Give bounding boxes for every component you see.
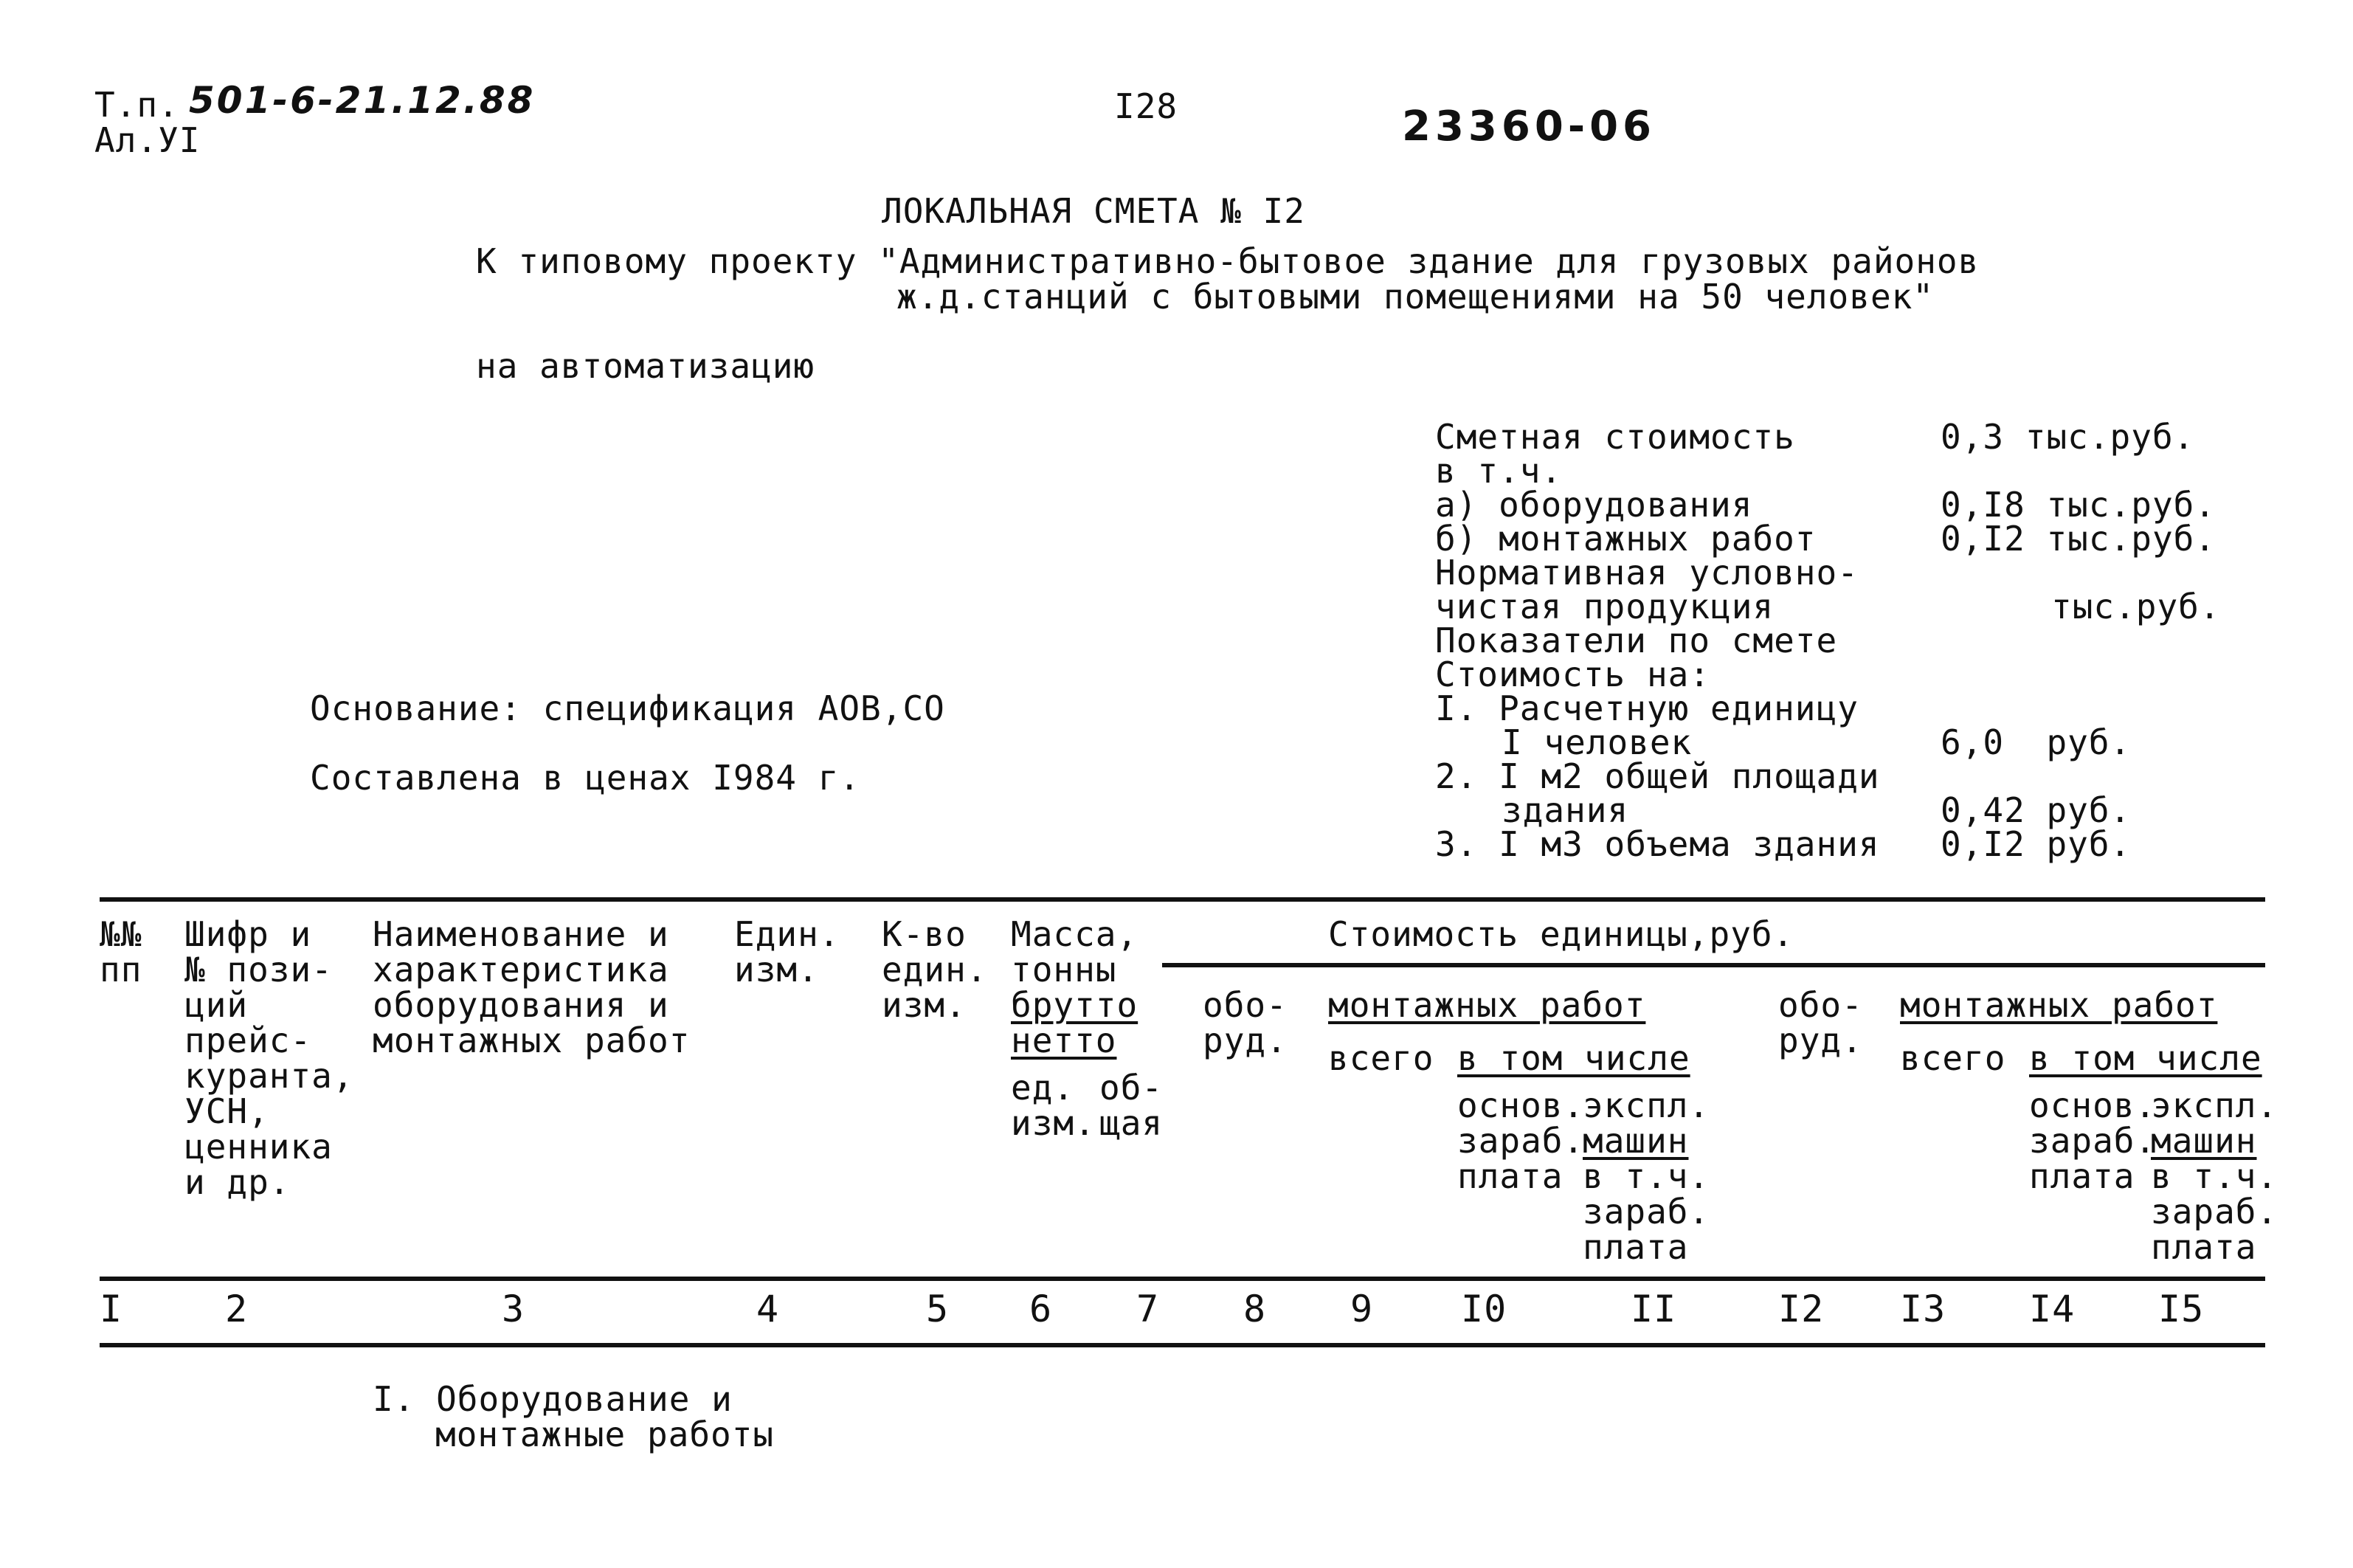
normative-value: тыс.руб.: [2051, 587, 2221, 626]
col-mass-brutto: брутто: [1011, 985, 1139, 1025]
equipment-header-2: обо- руд.: [1778, 985, 1863, 1060]
col-mass-total: об- щая: [1099, 1068, 1164, 1143]
unit1-label-1: I. Расчетную единицу: [1435, 688, 1859, 728]
col-unit-header: Един. изм.: [734, 914, 840, 990]
col-quantity-header: К-во един. изм.: [882, 914, 988, 1025]
section-title-line2: монтажные работы: [435, 1415, 775, 1454]
cost-per-label: Стоимость на:: [1435, 655, 1711, 694]
column-number: I3: [1900, 1288, 1946, 1330]
including-label: в т.ч.: [1435, 451, 1563, 491]
column-number: 7: [1136, 1288, 1160, 1330]
unit1-label-2: I человек: [1502, 722, 1693, 762]
unit3-label: 3. I м3 объема здания: [1435, 824, 1880, 864]
estimated-cost-value: 0,3 тыс.руб.: [1941, 417, 2195, 457]
unit-cost-group-header: Стоимость единицы,руб.: [1328, 914, 1794, 954]
col-mass-per-unit: ед. изм.: [1011, 1068, 1096, 1143]
column-number: 5: [926, 1288, 950, 1330]
machine-header-2c: в т.ч. зараб. плата: [2151, 1156, 2278, 1267]
column-numbers-rule: [100, 1343, 2265, 1347]
estimated-cost-label: Сметная стоимость: [1435, 417, 1795, 457]
unit2-value: 0,42 руб.: [1941, 790, 2132, 830]
indicators-label: Показатели по смете: [1435, 621, 1838, 660]
equipment-value: 0,I8 тыс.руб.: [1941, 485, 2216, 525]
equipment-header-1: обо- руд.: [1203, 985, 1288, 1060]
column-number: II: [1631, 1288, 1677, 1330]
installation-value: 0,I2 тыс.руб.: [1941, 519, 2216, 559]
including-header-1: в том числе: [1457, 1038, 1690, 1078]
basic-wage-header-2: основ. зараб. плата: [2029, 1085, 2157, 1196]
column-number: I4: [2029, 1288, 2076, 1330]
col-name-header: Наименование и характеристика оборудования и монтажных работ: [373, 914, 691, 1060]
section-title-line1: I. Оборудование и: [373, 1379, 733, 1419]
column-number: 3: [502, 1288, 525, 1330]
project-subtitle-line1: К типовому проекту "Административно-бытовое здание для грузовых районов: [476, 241, 1980, 281]
tp-prefix: Т.п.: [94, 85, 179, 125]
unit1-value: 6,0 руб.: [1941, 722, 2132, 762]
col-row-number-header: №№ пп: [100, 914, 142, 990]
normative-label-2: чистая продукция: [1435, 587, 1775, 626]
cost-group-rule: [1162, 963, 2265, 967]
estimate-scope: на автоматизацию: [476, 346, 815, 386]
document-stamp-number: 23360-06: [1402, 103, 1656, 151]
normative-label-1: Нормативная условно-: [1435, 553, 1859, 593]
column-number: I5: [2158, 1288, 2205, 1330]
machine-header-2a: экспл.: [2151, 1085, 2278, 1125]
installation-label: б) монтажных работ: [1435, 519, 1817, 559]
basic-wage-header-1: основ. зараб. плата: [1457, 1085, 1585, 1196]
including-header-2: в том числе: [2029, 1038, 2262, 1078]
col-mass-header: Масса,: [1011, 914, 1139, 954]
machine-header-1b: машин: [1583, 1121, 1689, 1161]
tp-handwritten-number: 501-6-21.12.88: [189, 79, 536, 122]
unit2-label-1: 2. I м2 общей площади: [1435, 756, 1880, 796]
column-number: 9: [1350, 1288, 1374, 1330]
header-bottom-rule: [100, 1277, 2265, 1281]
column-number: 8: [1243, 1288, 1267, 1330]
col-code-header: Шифр и № пози- ций прейс- куранта, УСН, ценника и др.: [184, 914, 354, 1202]
project-subtitle-line2: ж.д.станций с бытовыми помещениями на 50 человек": [896, 277, 1935, 317]
installation-header-2: монтажных работ: [1900, 985, 2218, 1025]
prices-text: Составлена в ценах I984 г.: [310, 758, 861, 798]
total-header-2: всего: [1900, 1038, 2006, 1078]
total-header-1: всего: [1328, 1038, 1434, 1078]
machine-header-1c: в т.ч. зараб. плата: [1583, 1156, 1710, 1267]
album-label: Ал.УI: [94, 120, 201, 160]
estimate-title: ЛОКАЛЬНАЯ СМЕТА № I2: [882, 191, 1305, 231]
column-number: I0: [1461, 1288, 1507, 1330]
column-number: I2: [1778, 1288, 1825, 1330]
basis-text: Основание: спецификация АОВ,СО: [310, 688, 945, 728]
column-number: 6: [1029, 1288, 1053, 1330]
column-number: I: [100, 1288, 123, 1330]
col-mass-tons: тонны: [1011, 950, 1117, 990]
col-mass-netto: нетто: [1011, 1020, 1117, 1060]
machine-header-1a: экспл.: [1583, 1085, 1710, 1125]
equipment-label: а) оборудования: [1435, 485, 1753, 525]
column-number: 4: [756, 1288, 780, 1330]
installation-header-1: монтажных работ: [1328, 985, 1646, 1025]
page-number: I28: [1114, 86, 1178, 126]
unit3-value: 0,I2 руб.: [1941, 824, 2132, 864]
machine-header-2b: машин: [2151, 1121, 2257, 1161]
unit2-label-2: здания: [1502, 790, 1629, 830]
column-number: 2: [225, 1288, 249, 1330]
table-top-rule: [100, 897, 2265, 902]
